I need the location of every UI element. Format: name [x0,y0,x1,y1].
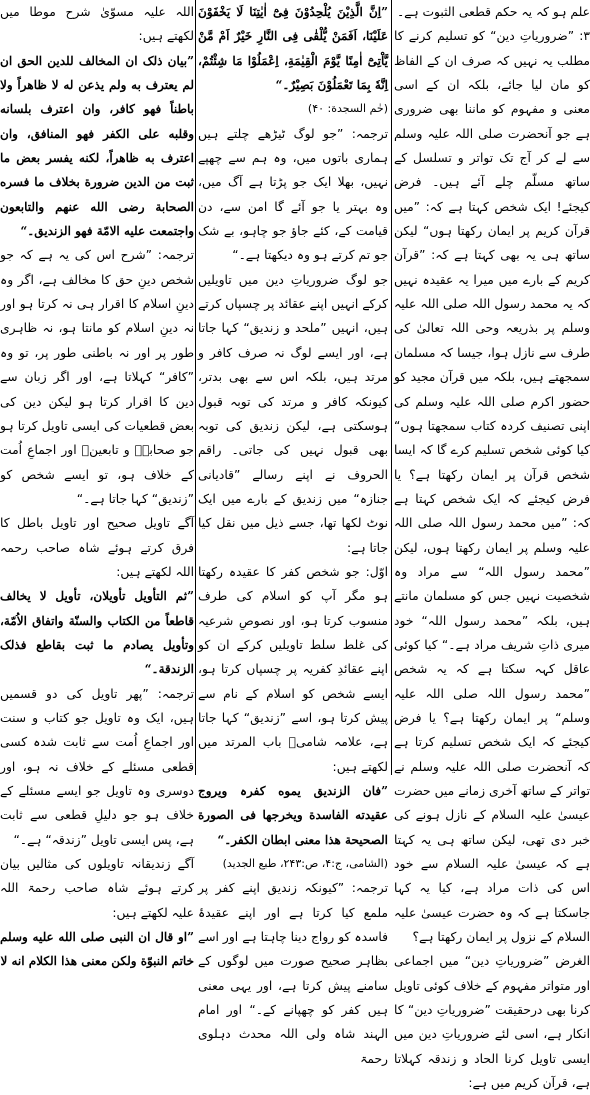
paragraph: ترجمہ: ”جو لوگ ٹیڑھے چلتے ہیں ہماری باتوں میں، وہ ہم سے چھپے نہیں، بھلا ایک جو پڑتا ہے آگ میں، وہ بہتر یا جو آئے گا امن سے، دن قیامت کے، کئے جاؤ جو چاہو، بے شک جو تم کرتے ہو وہ دیکھتا ہے۔“ [198,126,388,263]
paragraph: ۳: ”ضروریاتِ دین“ کو تسلیم کرنے کا مطلب یہ نہیں کہ صرف ان کے الفاظ کو مان لیا جائے، بلکہ ان کے اسی معنی و مفہوم کو ماننا بھی ضروری ہے جو آنحضرت صلی اللہ علیہ وسلم سے لے کر آج تک تواتر و تسلسل کے ساتھ مسلّم چلے آئے ہیں۔ فرض کیجئے! ایک شخص کہتا ہے کہ: ”میں قرآن کریم پر ایمان رکھتا ہوں“ لیکن ساتھ ہی یہ بھی کہتا ہے کہ: ”قرآن کریم کے بارے میں میرا یہ عقیدہ نہیں کہ یہ محمد رسول اللہ صلی اللہ علیہ وسلم پر بذریعہ وحی اللہ تعالیٰ کی طرف سے نازل ہوا، جیسا کہ مسلمان سمجھتے ہیں، بلکہ میں قرآن مجید کو حضور اکرم صلی اللہ علیہ وسلم کی اپنی تصنیف کردہ کتاب سمجھتا ہوں“ کیا کوئی شخص تسلیم کرے گا کہ ایسا شخص قرآن پر ایمان رکھتا ہے؟ یا فرض کیجئے کہ ایک شخص کہتا ہے کہ: ”میں محمد رسول اللہ صلی اللہ علیہ وسلم پر ایمان رکھتا ہوں، لیکن ”محمد رسول اللہ“ سے مراد وہ شخصیت نہیں جس کو مسلمان مانتے ہیں، بلکہ ”محمد رسول اللہ“ خود میری ذاتِ شریف مراد ہے۔“ کیا کوئی عاقل کہہ سکتا ہے کہ یہ شخص ”محمد رسول اللہ صلی اللہ علیہ وسلم“ پر ایمان رکھتا ہے؟ یا فرض کیجئے کہ ایک شخص تسلیم کرتا ہے کہ آنحضرت صلی اللہ علیہ وسلم نے تواتر کے ساتھ آخری زمانے میں حضرت عیسیٰ علیہ السلام کے نازل ہونے کی خبر دی تھی، لیکن ساتھ ہی یہ کہتا ہے کہ عیسیٰ علیہ السلام سے خود اس کی ذات مراد ہے، کیا یہ کہا جاسکتا ہے کہ وہ حضرت عیسیٰ علیہ السلام کے نزول پر ایمان رکھتا ہے؟ [394,29,590,945]
paragraph: جو لوگ ضروریاتِ دین میں تاویلیں کرکے انہیں اپنے عقائد پر چسپاں کرتے ہیں، انہیں ”ملحد و زندیق“ کہا جاتا ہے، اور ایسے لوگ نہ صرف کافر و مرتد ہیں، بلکہ اس سے بھی بدتر، کیونکہ کافر و مرتد کی توبہ قبول ہوسکتی ہے، لیکن زندیق کی توبہ بھی قبول نہیں کی جاتی۔ راقم الحروف نے اپنے رسالے ”قادیانی جنازہ“ میں زندیق کے بارے میں ایک نوٹ لکھا تھا، جسے ذیل میں نقل کیا جاتا ہے: [198,272,388,555]
paragraph: ترجمہ: ”پھر تاویل کی دو قسمیں ہیں، ایک وہ تاویل جو کتاب و سنت اور اجماعِ اُمت سے ثابت شدہ کسی قطعی مسئلے کے خلاف نہ ہو، اور دوسری وہ تاویل جو ایسے مسئلے کے خلاف ہو جو دلیلِ قطعی سے ثابت ہے، پس ایسی تاویل ”زندقہ“ ہے۔“ [0,686,194,847]
paragraph: آگے تاویل صحیح اور تاویل باطل کا فرق کرتے ہوئے شاہ صاحب رحمہ اللہ لکھتے ہیں: [0,516,194,579]
quote-reference: (حٰم السجدة: ۴۰) [307,102,388,116]
paragraph: علم ہو کہ یہ حکم قطعی الثبوت ہے۔ [396,5,590,19]
paragraph: آگے زندیقانہ تاویلوں کی مثالیں بیان کرتے ہوئے شاہ صاحب رحمۃ اللہ علیہ لکھتے ہیں: [0,857,194,920]
column-divider [391,0,392,775]
arabic-quote: ”بیان ذلک ان المخالف للدین الحق ان لم یعترف به ولم یذعن له لا ظاهراً ولا باطناً فهو کافر، وان اعترف بلسانه وقلبه علی الکفر فهو المنافق، وان اعترف به ظاهراً، لکنه یفسر بعض ما ثبت من الدین ضرورة بخلاف ما فسره الصحابة رضی الله عنهم والتابعون واجتمعت علیه الامّة فهو الزندیق۔“ [0,53,194,239]
paragraph: ترجمہ: ”کیونکہ زندیق اپنے کفر پر ملمع کیا کرتا ہے اور اپنے عقیدۂ فاسدہ کو رواج دینا چاہتا ہے اور اسے بظاہر صحیح صورت میں لوگوں کے سامنے پیش کرتا ہے، اور یہی معنی ہیں کفر کو چھپانے کے۔“ اور امام الہند شاہ ولی اللہ محدث دہلوی رحمۃ [198,881,388,1066]
paragraph: ترجمہ: ”شرح اس کی یہ ہے کہ جو شخص دینِ حق کا مخالف ہے، اگر وہ دینِ اسلام کا اقرار ہی نہ کرتا ہو اور نہ دینِ اسلام کو مانتا ہو، نہ ظاہری طور پر اور نہ باطنی طور پر، تو وہ ”کافر“ کہلاتا ہے، اور اگر زبان سے دین کا اقرار کرتا ہو لیکن دین کی بعض قطعیات کی ایسی تاویل کرتا ہو جو صحابہؓ و تابعینؒ اور اجماعِ اُمت کے خلاف ہو، تو ایسے شخص کو ”زندیق“ کہا جاتا ہے۔“ [0,248,194,506]
column-left [0,0,194,969]
quote-reference: (الشامی، ج:۴، ص:۲۴۳، طبع الجدید) [222,857,388,871]
arabic-quote: ”ثم التأویل تأویلان، تأویل لا یخالف قاطعاً من الکتاب والسنّة واتفاق الاُمّة، وتأویل یصادم ما ثبت بقاطع فذلک الزندقة۔“ [0,589,194,677]
paragraph: اوّل: جو شخص کفر کا عقیدہ رکھتا ہو مگر آپ کو اسلام کی طرف منسوب کرتا ہو، اور نصوصِ شرعیہ کی غلط سلط تاویلیں کرکے ان کو اپنے عقائدِ کفریہ پر چسپاں کرتا ہو، ایسے شخص کو اسلام کے نام سے پیش کرتا ہو، اسے ”زندیق“ کہا جاتا ہے، علامہ شامیؒ باب المرتد میں لکھتے ہیں: [198,564,388,774]
column-middle [198,0,388,1066]
paragraph: اللہ علیہ مسوّیٰ شرح موطا میں لکھتے ہیں: [0,5,194,44]
arabic-quote: ”او قال ان النبی صلی الله علیه وسلم خاتم النبوّة ولکن معنی ھذا الکلام انه لا [0,930,194,969]
quran-quote: ”اِنَّ الَّذِیْنَ یُلْحِدُوْنَ فِیْٓ اٰیٰتِنَا لَا یَخْفَوْنَ عَلَیْنَا، اَفَمَنْ یُّلْقٰی فِی النَّارِ خَیْرٌ اَمْ مَّنْ یَّاْتِیْٓ اٰمِنًا یَّوْمَ الْقِیٰمَةِ، اِعْمَلُوْا مَا شِئْتُمْ، اِنَّهٗ بِمَا تَعْمَلُوْنَ بَصِیْرٌ۔“ [198,5,388,93]
arabic-quote: ”فان الزندیق یموه کفرہ ویروج عقیدته الفاسدة ویخرجها فی الصورة الصحیحة ھذا معنی ابطان الکفر۔“ [198,784,388,847]
column-divider [195,0,196,775]
paragraph: الغرض ”ضروریاتِ دین“ میں اجماعی اور متواتر مفہوم کے خلاف کوئی تاویل کرنا بھی درحقیقت ”ضروریاتِ دین“ کا انکار ہے، اسی لئے ضروریاتِ دین میں ایسی تاویل کرنا الحاد و زندقہ کہلاتا ہے، قرآن کریم میں ہے: [394,954,590,1091]
column-right [394,0,590,1091]
